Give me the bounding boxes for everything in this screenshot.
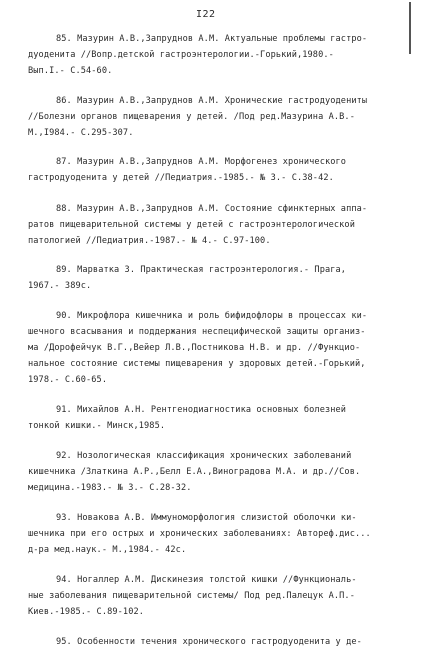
entry-text-line: дуоденита //Вопр.детской гастроэнтерологии.-Горький,1980.- bbox=[28, 50, 334, 60]
entry-text-line: 87. Мазурин А.В.,Запруднов А.М. Морфогенез хронического bbox=[56, 157, 347, 167]
entry-text-line: тонкой кишки.- Минск,1985. bbox=[28, 421, 166, 431]
entry-text-line: 1967.- 389с. bbox=[28, 281, 92, 291]
entry-text-line: 88. Мазурин А.В.,Запруднов А.М. Состояние сфинктерных аппа- bbox=[56, 204, 368, 214]
entry-text-line: 95. Особенности течения хронического гастродуоденита у де- bbox=[56, 637, 362, 647]
entry-text-line: 85. Мазурин А.В.,Запруднов А.М. Актуальные проблемы гастро- bbox=[56, 34, 368, 44]
entry-text-line: ма /Дорофейчук В.Г.,Вейер Л.В.,Постникова Н.В. и др. //Функцио- bbox=[28, 343, 361, 353]
entry-text-line: 94. Ногаллер А.М. Дискинезия толстой кишки //Функциональ- bbox=[56, 575, 357, 585]
entry-text-line: шечника при его острых и хронических заболеваниях: Автореф.дис... bbox=[28, 529, 371, 539]
entry-text-line: шечного всасывания и поддержания неспецифической защиты организ- bbox=[28, 327, 366, 337]
entry-text-line: патологией //Педиатрия.-1987.- № 4.- С.97-100. bbox=[28, 236, 271, 246]
entry-text-line: Киев.-1985.- С.89-102. bbox=[28, 607, 145, 617]
entry-text-line: 1978.- С.60-65. bbox=[28, 375, 108, 385]
entry-text-line: 93. Новакова А.В. Иммуноморфология слизистой оболочки ки- bbox=[56, 513, 357, 523]
entry-text-line: д-ра мед.наук.- М.,1984.- 42с. bbox=[28, 545, 187, 555]
entry-text-line: кишечника /Златкина А.Р.,Белл Е.А.,Виноградова М.А. и др.//Сов. bbox=[28, 467, 361, 477]
entry-text-line: 86. Мазурин А.В.,Запруднов А.М. Хронические гастродуодениты bbox=[56, 96, 368, 106]
entry-text-line: 91. Михайлов А.Н. Рентгенодиагностика основных болезней bbox=[56, 405, 347, 415]
entry-text-line: ратов пищеварительной системы у детей с гастроэнтерологической bbox=[28, 220, 355, 230]
entry-text-line: 92. Нозологическая классификация хронических заболеваний bbox=[56, 451, 352, 461]
entry-text-line: медицина.-1983.- № 3.- С.28-32. bbox=[28, 483, 192, 493]
margin-rule bbox=[409, 2, 411, 54]
page-number: I22 bbox=[196, 9, 216, 20]
entry-text-line: 90. Микрофлора кишечника и роль бифидофлоры в процессах ки- bbox=[56, 311, 368, 321]
entry-text-line: ные заболевания пищеварительной системы/ Под ред.Палецук А.П.- bbox=[28, 591, 355, 601]
entry-text-line: М.,I984.- С.295-307. bbox=[28, 128, 134, 138]
entry-text-line: 89. Марватка З. Практическая гастроэнтерология.- Прага, bbox=[56, 265, 347, 275]
entry-text-line: нальное состояние системы пищеварения у здоровых детей.-Горький, bbox=[28, 359, 366, 369]
entry-text-line: //Болезни органов пищеварения у детей. /Под ред.Мазурина А.В.- bbox=[28, 112, 355, 122]
entry-text-line: Вып.I.- С.54-60. bbox=[28, 66, 113, 76]
entry-text-line: гастродуоденита у детей //Педиатрия.-1985.- № 3.- С.38-42. bbox=[28, 173, 334, 183]
